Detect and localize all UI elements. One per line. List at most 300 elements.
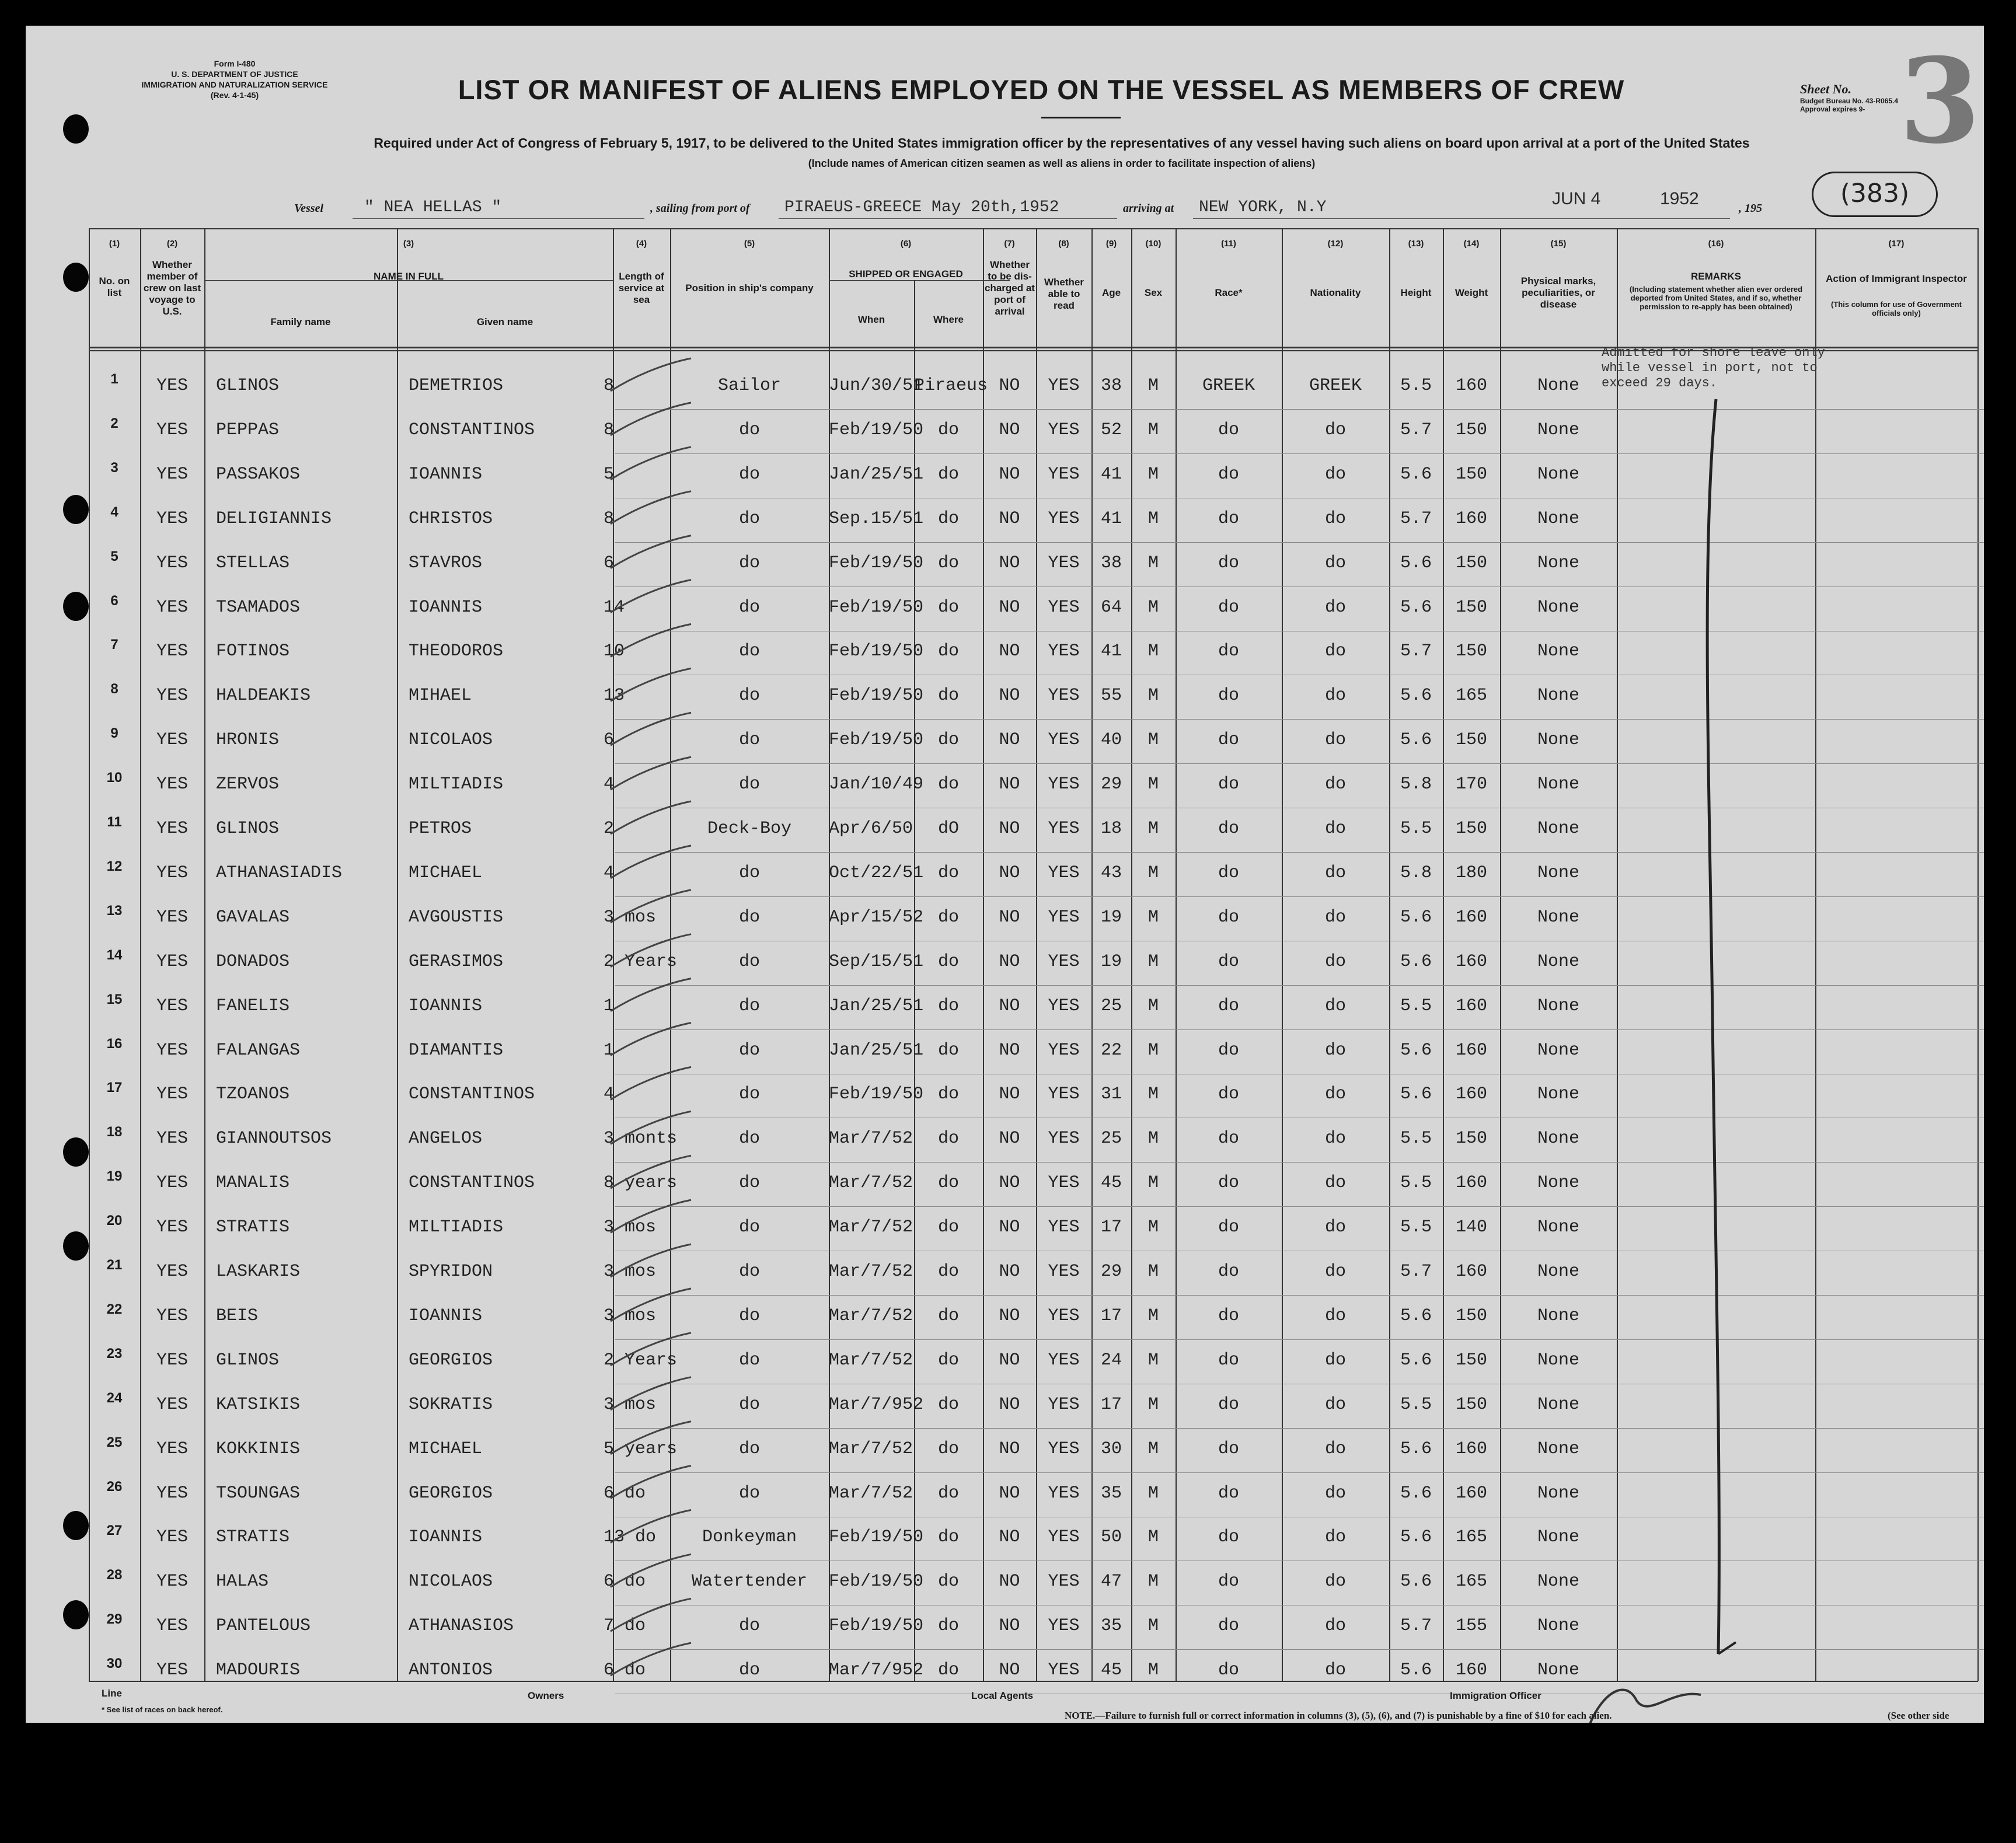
cell-weight: 150 [1455,1306,1487,1326]
cell-race: do [1218,1262,1239,1282]
cell-sex: M [1147,597,1159,617]
cell-member: YES [156,1572,188,1592]
cell-when: Mar/7/952 [829,1394,924,1415]
cell-sex: M [1147,1483,1159,1503]
cell-sex: M [1147,1394,1159,1415]
cell-discharged: NO [999,1483,1020,1503]
check-mark [611,1554,691,1587]
col-head-age: Age [1101,287,1121,298]
cell-no: 25 [106,1434,123,1450]
cell-sex: M [1147,553,1159,573]
cell-age: 31 [1100,1084,1122,1105]
col-head-sex: Sex [1144,287,1163,298]
cell-given: DIAMANTIS [409,1040,504,1060]
col-head-physical: Physical marks, peculiarities, or disease [1520,275,1596,310]
cell-height: 5.6 [1400,464,1432,484]
check-mark [611,979,691,1011]
cell-discharged: NO [999,597,1020,617]
cell-read: YES [1048,1173,1080,1193]
cell-race: do [1218,1306,1239,1326]
cell-race: do [1218,1129,1239,1149]
cell-family: STRATIS [216,1527,290,1548]
cell-read: YES [1048,686,1080,706]
cell-nationality: do [1324,508,1346,529]
col-head-no: No. on list [99,275,130,298]
cell-sex: M [1147,508,1159,529]
cell-height: 5.5 [1400,1173,1432,1193]
cell-when: Sep/15/51 [829,951,924,972]
sheet-number: 3 [1899,33,1981,170]
cell-when: Mar/7/52 [829,1439,913,1459]
cell-weight: 150 [1455,1129,1487,1149]
cell-read: YES [1048,1262,1080,1282]
cell-height: 5.6 [1400,1660,1432,1681]
cell-height: 5.6 [1400,907,1432,927]
cell-race: do [1218,686,1239,706]
cell-length: 6 do [604,1483,646,1503]
check-mark [611,403,691,435]
cell-given: SPYRIDON [409,1262,493,1282]
cell-age: 45 [1100,1173,1122,1193]
check-mark [611,668,691,701]
cell-nationality: do [1324,420,1346,440]
cell-weight: 150 [1455,464,1487,484]
cell-nationality: do [1324,1439,1346,1459]
col-number-1: (1) [109,239,120,249]
cell-marks: None [1537,1350,1579,1370]
cell-nationality: do [1324,1616,1346,1636]
cell-where: Piraeus [914,376,988,396]
cell-position: Sailor [717,376,782,396]
cell-member: YES [156,1306,188,1326]
cell-nationality: do [1324,1173,1346,1193]
cell-height: 5.6 [1400,1572,1432,1592]
cell-where: do [937,1084,959,1105]
cell-nationality: do [1324,1217,1346,1238]
cell-weight: 165 [1455,686,1487,706]
col-number-7: (7) [1004,239,1015,249]
arrival-port: NEW YORK, N.Y [1199,198,1327,217]
cell-where: do [937,774,959,795]
cell-family: GAVALAS [216,907,290,927]
cell-discharged: NO [999,1439,1020,1459]
remarks-ditto-line [1707,399,1719,1654]
cell-read: YES [1048,1483,1080,1503]
cell-marks: None [1537,730,1579,751]
cell-length: 8 [604,376,615,396]
cell-position: do [738,1040,760,1060]
arrival-date-stamp: JUN 4 [1552,189,1601,208]
vessel-label: Vessel [294,202,323,215]
cell-discharged: NO [999,1129,1020,1149]
cell-discharged: NO [999,730,1020,751]
cell-family: PANTELOUS [216,1616,311,1636]
cell-no: 6 [110,592,118,609]
cell-family: MADOURIS [216,1660,301,1681]
cell-when: Feb/19/50 [829,597,924,617]
cell-length: 8 years [604,1173,678,1193]
cell-discharged: NO [999,1040,1020,1060]
cell-position: do [738,1217,760,1238]
cell-family: LASKARIS [216,1262,301,1282]
cell-height: 5.7 [1400,641,1432,662]
remarks-stamp: Admitted for shore leave only while vessel in port, not to exceed 29 days. [1602,345,1825,390]
cell-nationality: do [1324,597,1346,617]
cell-where: do [937,597,959,617]
cell-age: 30 [1100,1439,1122,1459]
cell-age: 50 [1100,1527,1122,1548]
cell-nationality: do [1324,641,1346,662]
col-head-height: Height [1400,287,1432,298]
cell-where: do [937,641,959,662]
cell-age: 18 [1100,819,1122,839]
cell-when: Jan/25/51 [829,1040,924,1060]
cell-where: do [937,863,959,883]
cell-sex: M [1147,1040,1159,1060]
cell-given: CHRISTOS [409,508,493,529]
cell-sex: M [1147,1262,1159,1282]
form-revision: (Rev. 4-1-45) [210,90,259,100]
cell-member: YES [156,1173,188,1193]
cell-age: 22 [1100,1040,1122,1060]
col-head-length: Length of service at sea [618,271,665,305]
cell-length: 8 [604,420,615,440]
check-mark [611,934,691,967]
cell-given: AVGOUSTIS [409,907,504,927]
cell-member: YES [156,464,188,484]
cell-height: 5.7 [1400,1616,1432,1636]
cell-read: YES [1048,1040,1080,1060]
cell-position: do [738,508,760,529]
cell-member: YES [156,951,188,972]
check-mark [611,1377,691,1410]
cell-marks: None [1537,863,1579,883]
cell-sex: M [1147,376,1159,396]
cell-read: YES [1048,464,1080,484]
cell-marks: None [1537,686,1579,706]
cell-member: YES [156,1217,188,1238]
cell-age: 38 [1100,553,1122,573]
required-statement: Required under Act of Congress of February 5, 1917, to be delivered to the United States immigration officer by the representatives of any vessel having such aliens on board upon arrival at a port of the United States [374,135,1750,151]
cell-read: YES [1048,819,1080,839]
cell-no: 11 [107,814,122,830]
cell-position: do [738,1660,760,1681]
cell-height: 5.5 [1400,1217,1432,1238]
cell-family: KOKKINIS [216,1439,301,1459]
cell-weight: 150 [1455,420,1487,440]
cell-position: do [738,1306,760,1326]
cell-position: do [738,863,760,883]
cell-age: 17 [1100,1306,1122,1326]
cell-read: YES [1048,1660,1080,1681]
cell-member: YES [156,1262,188,1282]
cell-no: 12 [106,858,123,874]
pen-marks [26,26,1984,1723]
col-number-16: (16) [1708,239,1724,249]
col-number-17: (17) [1888,239,1905,249]
vessel-name: " NEA HELLAS " [364,198,502,217]
col-number-8: (8) [1058,239,1069,249]
cell-race: do [1218,1439,1239,1459]
cell-length: 6 [604,553,615,573]
check-mark [611,1466,691,1499]
cell-sex: M [1147,774,1159,795]
cell-read: YES [1048,1572,1080,1592]
cell-weight: 150 [1455,1350,1487,1370]
cell-where: do [937,1173,959,1193]
cell-nationality: do [1324,464,1346,484]
col-number-10: (10) [1145,239,1162,249]
col-head-read: Whether able to read [1044,277,1084,311]
cell-discharged: NO [999,863,1020,883]
cell-sex: M [1147,730,1159,751]
cell-race: GREEK [1202,376,1255,396]
cell-family: STRATIS [216,1217,290,1238]
cell-marks: None [1537,1262,1579,1282]
cell-marks: None [1537,907,1579,927]
cell-length: 2 Years [604,951,678,972]
cell-position: do [738,1616,760,1636]
cell-discharged: NO [999,641,1020,662]
check-mark [611,801,691,834]
cell-nationality: do [1324,819,1346,839]
cell-marks: None [1537,1173,1579,1193]
approval-expiry: Approval expires 9- [1800,105,1865,113]
cell-member: YES [156,1483,188,1503]
cell-position: do [738,730,760,751]
cell-when: Mar/7/52 [829,1350,913,1370]
cell-given: ANGELOS [409,1129,483,1149]
cell-weight: 160 [1455,1483,1487,1503]
cell-position: do [738,686,760,706]
cell-age: 24 [1100,1350,1122,1370]
cell-given: STAVROS [409,553,483,573]
cell-age: 17 [1100,1394,1122,1415]
cell-length: 13 [604,686,625,706]
cell-read: YES [1048,1527,1080,1548]
cell-marks: None [1537,1572,1579,1592]
cell-length: 6 do [604,1572,646,1592]
cell-family: TSAMADOS [216,597,301,617]
cell-family: FALANGAS [216,1040,301,1060]
cell-family: TZOANOS [216,1084,290,1105]
cell-no: 20 [106,1213,123,1229]
cell-given: THEODOROS [409,641,504,662]
cell-race: do [1218,863,1239,883]
cell-discharged: NO [999,1173,1020,1193]
cell-position: Deck-Boy [707,819,792,839]
cell-member: YES [156,553,188,573]
cell-position: do [738,774,760,795]
check-mark [611,580,691,613]
cell-race: do [1218,420,1239,440]
cell-sex: M [1147,1527,1159,1548]
cell-age: 47 [1100,1572,1122,1592]
cell-weight: 160 [1455,508,1487,529]
cell-sex: M [1147,951,1159,972]
cell-discharged: NO [999,819,1020,839]
cell-nationality: do [1324,686,1346,706]
cell-when: Feb/19/50 [829,1616,924,1636]
cell-when: Feb/19/50 [829,641,924,662]
cell-sex: M [1147,1572,1159,1592]
cell-marks: None [1537,508,1579,529]
check-mark [611,1510,691,1542]
cell-no: 14 [106,947,123,963]
cell-weight: 150 [1455,819,1487,839]
cell-given: GEORGIOS [409,1350,493,1370]
cell-sex: M [1147,907,1159,927]
col-head-action: Action of Immigrant Inspector [1826,273,1967,284]
cell-position: do [738,1262,760,1282]
cell-nationality: GREEK [1309,376,1362,396]
cell-no: 28 [106,1567,123,1583]
cell-weight: 160 [1455,1040,1487,1060]
cell-family: GLINOS [216,1350,280,1370]
check-mark [611,1023,691,1056]
cell-weight: 150 [1455,641,1487,662]
cell-given: GERASIMOS [409,951,504,972]
cell-length: 10 [604,641,625,662]
check-mark [611,1333,691,1366]
cell-nationality: do [1324,1527,1346,1548]
cell-where: do [937,1262,959,1282]
cell-height: 5.5 [1400,1394,1432,1415]
cell-height: 5.7 [1400,508,1432,529]
cell-position: do [738,1439,760,1459]
check-mark [611,1200,691,1233]
cell-height: 5.8 [1400,863,1432,883]
cell-family: DONADOS [216,951,290,972]
cell-height: 5.8 [1400,774,1432,795]
cell-length: 13 do [604,1527,657,1548]
cell-marks: None [1537,1483,1579,1503]
cell-when: Feb/19/50 [829,686,924,706]
col-head-given: Given name [476,316,533,327]
cell-marks: None [1537,553,1579,573]
cell-where: do [937,907,959,927]
cell-when: Mar/7/52 [829,1306,913,1326]
cell-read: YES [1048,1217,1080,1238]
cell-when: Jan/10/49 [829,774,924,795]
col-head-where: Where [933,314,964,325]
cell-position: do [738,641,760,662]
cell-when: Oct/22/51 [829,863,924,883]
cell-where: do [937,1129,959,1149]
cell-race: do [1218,1040,1239,1060]
cell-sex: M [1147,1217,1159,1238]
check-mark [611,491,691,524]
cell-when: Feb/19/50 [829,730,924,751]
cell-nationality: do [1324,863,1346,883]
cell-age: 17 [1100,1217,1122,1238]
footer-officer-label: Immigration Officer [1450,1690,1541,1701]
cell-age: 19 [1100,907,1122,927]
check-mark [611,1422,691,1454]
cell-marks: None [1537,1129,1579,1149]
cell-family: TSOUNGAS [216,1483,301,1503]
cell-family: HRONIS [216,730,280,751]
cell-member: YES [156,1084,188,1105]
cell-read: YES [1048,951,1080,972]
sailing-port: PIRAEUS-GREECE May 20th,1952 [784,198,1059,217]
cell-family: KATSIKIS [216,1394,301,1415]
cell-height: 5.7 [1400,420,1432,440]
service-name: IMMIGRATION AND NATURALIZATION SERVICE [141,80,328,89]
cell-position: do [738,597,760,617]
arriving-label: arriving at [1123,202,1174,215]
cell-length: 4 [604,774,615,795]
cell-discharged: NO [999,376,1020,396]
cell-where: do [937,1616,959,1636]
cell-position: do [738,907,760,927]
cell-read: YES [1048,907,1080,927]
cell-weight: 150 [1455,1394,1487,1415]
cell-position: do [738,464,760,484]
cell-where: do [937,1350,959,1370]
cell-read: YES [1048,1129,1080,1149]
cell-nationality: do [1324,1350,1346,1370]
check-mark [611,624,691,657]
footer-races-note: * See list of races on back hereof. [102,1705,223,1714]
cell-given: IOANNIS [409,996,483,1016]
cell-weight: 155 [1455,1616,1487,1636]
cell-weight: 180 [1455,863,1487,883]
cell-sex: M [1147,996,1159,1016]
cell-position: do [738,1350,760,1370]
cell-when: Feb/19/50 [829,1527,924,1548]
cell-family: MANALIS [216,1173,290,1193]
cell-discharged: NO [999,1084,1020,1105]
cell-race: do [1218,1572,1239,1592]
cell-member: YES [156,819,188,839]
cell-family: ZERVOS [216,774,280,795]
check-mark [611,1156,691,1188]
cell-read: YES [1048,597,1080,617]
cell-height: 5.5 [1400,1129,1432,1149]
cell-where: do [937,553,959,573]
col-head-discharged: Whether to be dis-charged at port of arrival [985,259,1035,317]
cell-nationality: do [1324,1660,1346,1681]
cell-marks: None [1537,774,1579,795]
cell-read: YES [1048,641,1080,662]
cell-race: do [1218,819,1239,839]
cell-marks: None [1537,951,1579,972]
cell-race: do [1218,730,1239,751]
cell-position: do [738,951,760,972]
cell-where: do [937,1483,959,1503]
cell-position: do [738,1173,760,1193]
cell-no: 27 [106,1523,123,1539]
cell-height: 5.6 [1400,730,1432,751]
cell-family: ATHANASIADIS [216,863,343,883]
cell-marks: None [1537,1217,1579,1238]
cell-race: do [1218,508,1239,529]
cell-age: 41 [1100,641,1122,662]
cell-member: YES [156,1527,188,1548]
cell-nationality: do [1324,1483,1346,1503]
cell-race: do [1218,1483,1239,1503]
cell-age: 41 [1100,508,1122,529]
cell-marks: None [1537,1439,1579,1459]
document-title: LIST OR MANIFEST OF ALIENS EMPLOYED ON THE VESSEL AS MEMBERS OF CREW [458,74,1625,105]
cell-where: do [937,1306,959,1326]
cell-family: FOTINOS [216,641,290,662]
cell-when: Feb/19/50 [829,1572,924,1592]
cell-no: 15 [106,991,123,1007]
col-number-14: (14) [1463,239,1480,249]
cell-marks: None [1537,1660,1579,1681]
